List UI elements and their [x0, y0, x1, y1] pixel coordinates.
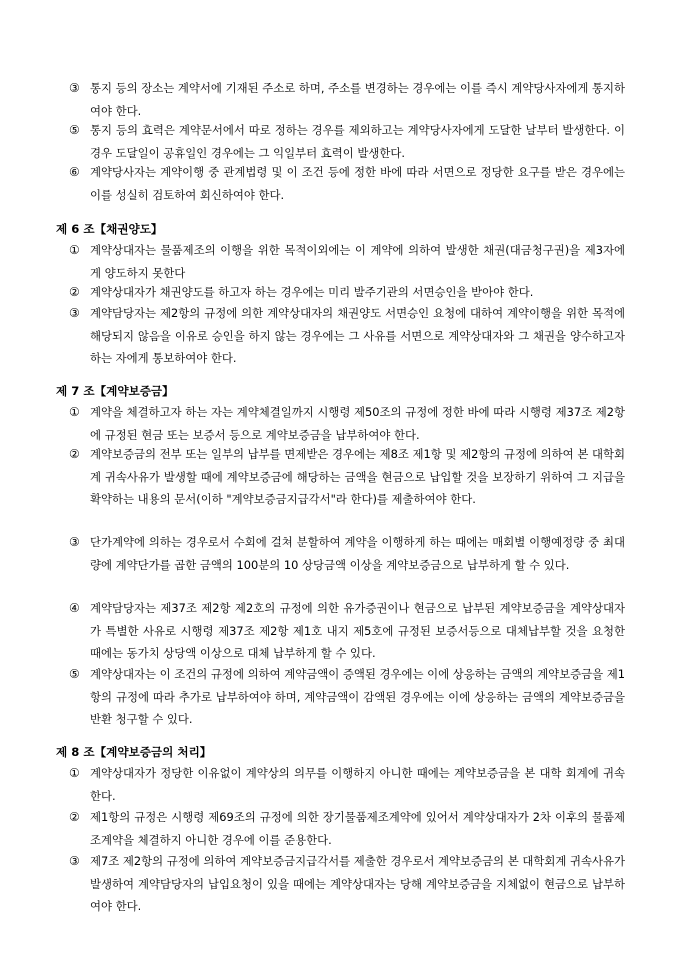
- clause-text: 계약을 체결하고자 하는 자는 계약체결일까지 시행령 제50조의 규정에 정한 바에 따라 시행령 제37조 제2항에 규정된 현금 또는 보증서 등으로 계약보증금을 납부하여야 한다.: [90, 405, 625, 442]
- clause-text: 계약담당자는 제37조 제2항 제2호의 규정에 의한 유가증권이나 현금으로 납부된 계약보증금을 계약상대자가 특별한 사유로 시행령 제37조 제2항 제1호 내지 제5호에 규정된 보증서등으로 대체납부할 것을 요청한 때에는 동가치 상당액 이상으로 대체 납부하게 할 수 있다.: [90, 601, 625, 661]
- clause-item: [69, 401, 625, 446]
- clause-number: ③: [69, 306, 80, 320]
- clause-text: 계약당사자는 계약이행 중 관계법령 및 이 조건 등에 정한 바에 따라 서면으로 정당한 요구를 받은 경우에는 이를 성실히 검토하여 회신하여야 한다.: [90, 165, 625, 202]
- clause-number: ⑥: [69, 165, 80, 179]
- clause-text: 제7조 제2항의 규정에 의하여 계약보증금지급각서를 제출한 경우로서 계약보증금의 본 대학회계 귀속사유가 발생하여 계약담당자의 납입요청이 있을 때에는 계약상대자는 당해 계약보증금을 지체없이 현금으로 납부하여야 한다.: [90, 854, 625, 914]
- clause-number: ①: [69, 243, 80, 257]
- clause-item: [69, 77, 625, 122]
- clause-number: ②: [69, 810, 80, 824]
- clause-number: ①: [69, 766, 80, 780]
- clause-item: [69, 663, 625, 731]
- clause-item: [69, 531, 625, 576]
- clause-text: 통지 등의 장소는 계약서에 기재된 주소로 하며, 주소를 변경하는 경우에는 이를 즉시 계약당사자에게 통지하여야 한다.: [90, 81, 625, 118]
- clause-number: ④: [69, 601, 80, 615]
- clause-item: [69, 597, 625, 665]
- clause-text: 계약보증금의 전부 또는 일부의 납부를 면제받은 경우에는 제8조 제1항 및 제2항의 규정에 의하여 본 대학회계 귀속사유가 발생할 때에 계약보증금에 해당하는 금액을 현금으로 납입할 것을 보장하기 위하여 그 지급을 확약하는 내용의 문서(이하 "계약보증금지급각서"라 한다)를 제출하여야 한다.: [90, 447, 625, 507]
- article-7-heading: 제 7 조【계약보증금】: [56, 384, 174, 398]
- clause-item: [69, 119, 625, 164]
- clause-item: [69, 302, 625, 370]
- clause-number: ③: [69, 535, 80, 549]
- article-8-heading: 제 8 조【계약보증금의 처리】: [56, 745, 212, 759]
- clause-number: ③: [69, 81, 80, 95]
- clause-item: [69, 850, 625, 918]
- clause-text: 계약상대자는 이 조건의 규정에 의하여 계약금액이 증액된 경우에는 이에 상응하는 금액의 계약보증금을 제1항의 규정에 따라 추가로 납부하여야 하며, 계약금액이 감액된 경우에는 이에 상응하는 금액의 계약보증금을 반환 청구할 수 있다.: [90, 667, 625, 727]
- article-6-heading: 제 6 조【채권양도】: [56, 222, 163, 236]
- clause-number: ①: [69, 405, 80, 419]
- clause-number: ②: [69, 447, 80, 461]
- clause-item: [69, 281, 625, 304]
- clause-text: 단가계약에 의하는 경우로서 수회에 걸쳐 분할하여 계약을 이행하게 하는 때에는 매회별 이행예정량 중 최대량에 계약단가를 곱한 금액의 100분의 10 상당금액 이상을 계약보증금으로 납부하게 할 수 있다.: [90, 535, 625, 572]
- clause-text: 제1항의 규정은 시행령 제69조의 규정에 의한 장기물품제조계약에 있어서 계약상대자가 2차 이후의 물품제조계약을 체결하지 아니한 경우에 이를 준용한다.: [90, 810, 625, 847]
- clause-text: 계약상대자가 정당한 이유없이 계약상의 의무를 이행하지 아니한 때에는 계약보증금을 본 대학 회계에 귀속한다.: [90, 766, 625, 803]
- clause-number: ⑤: [69, 667, 80, 681]
- clause-number: ②: [69, 285, 80, 299]
- clause-item: [69, 443, 625, 511]
- clause-text: 계약상대자는 물품제조의 이행을 위한 목적이외에는 이 계약에 의하여 발생한 채권(대금청구권)을 제3자에게 양도하지 못한다: [90, 243, 625, 280]
- clause-number: ⑤: [69, 123, 80, 137]
- clause-text: 계약담당자는 제2항의 규정에 의한 계약상대자의 채권양도 서면승인 요청에 대하여 계약이행을 위한 목적에 해당되지 않음을 이유로 승인을 하지 않는 경우에는 그 사유를 서면으로 계약상대자와 그 채권을 양수하고자 하는 자에게 통보하여야 한다.: [90, 306, 625, 366]
- clause-item: [69, 806, 625, 851]
- clause-text: 통지 등의 효력은 계약문서에서 따로 정하는 경우를 제외하고는 계약당사자에게 도달한 날부터 발생한다. 이 경우 도달일이 공휴일인 경우에는 그 익일부터 효력이 발생한다.: [90, 123, 625, 160]
- clause-item: [69, 239, 625, 284]
- clause-number: ③: [69, 854, 80, 868]
- clause-item: [69, 762, 625, 807]
- clause-item: [69, 161, 625, 206]
- clause-text: 계약상대자가 채권양도를 하고자 하는 경우에는 미리 발주기관의 서면승인을 받아야 한다.: [90, 285, 534, 299]
